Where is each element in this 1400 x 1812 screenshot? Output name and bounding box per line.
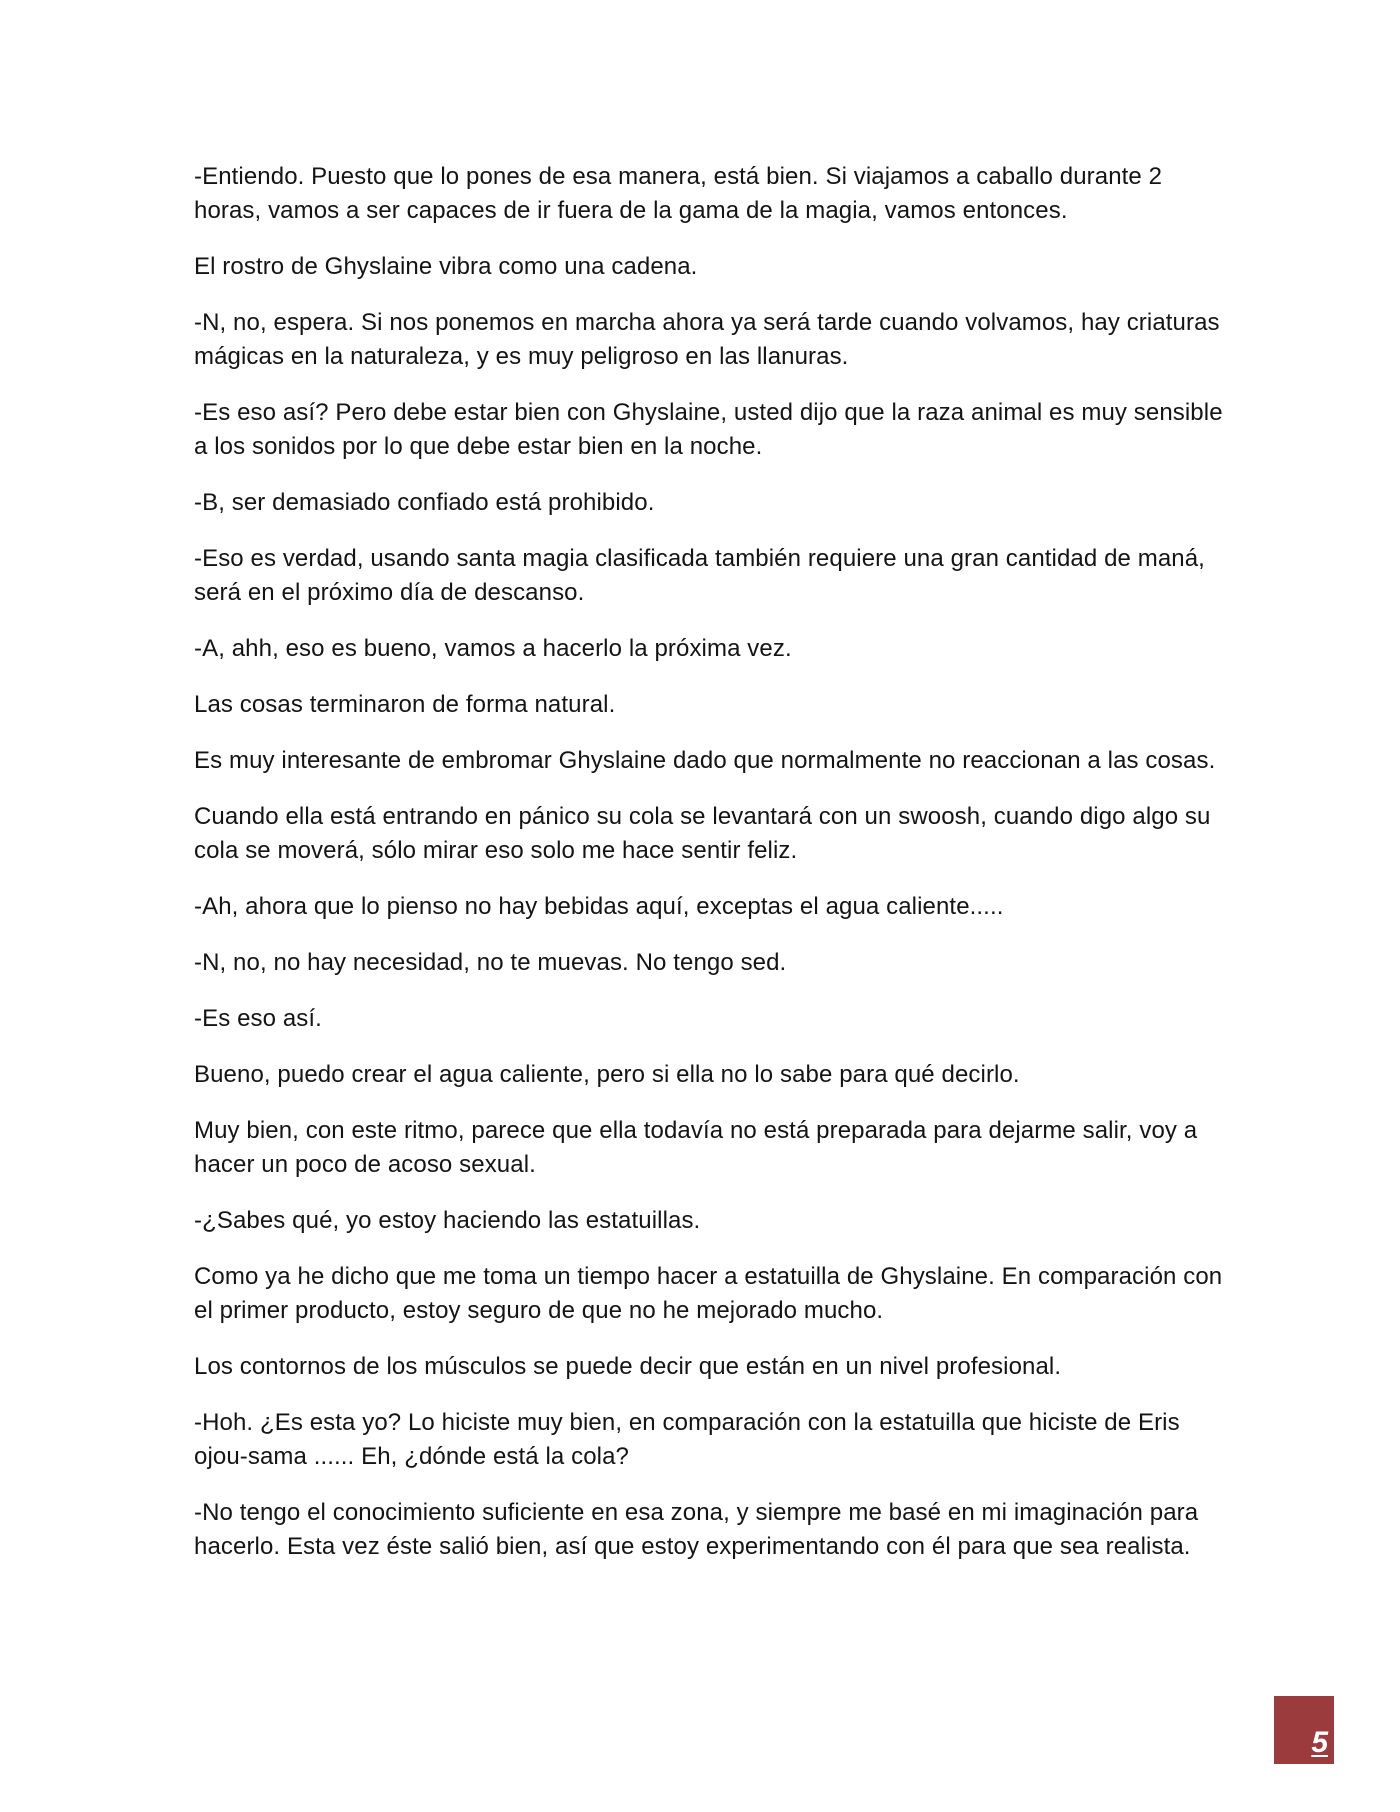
paragraph-20: -No tengo el conocimiento suficiente en esa zona, y siempre me basé en mi imaginación para hacerlo. Esta vez éste salió bien, así que estoy experimentando con él para que sea realista. — [194, 1499, 1199, 1560]
paragraph-7: -A, ahh, eso es bueno, vamos a hacerlo la próxima vez. — [194, 635, 792, 662]
paragraph-18: Los contornos de los músculos se puede decir que están en un nivel profesional. — [194, 1353, 1062, 1380]
page-number-badge — [1274, 1696, 1334, 1764]
paragraph-19: -Hoh. ¿Es esta yo? Lo hiciste muy bien, en comparación con la estatuilla que hiciste de Eris ojou-sama ...... Eh, ¿dónde está la cola? — [194, 1409, 1180, 1470]
paragraph-15: Muy bien, con este ritmo, parece que ella todavía no está preparada para dejarme salir, voy a hacer un poco de acoso sexual. — [194, 1117, 1198, 1178]
paragraph-9: Es muy interesante de embromar Ghyslaine dado que normalmente no reaccionan a las cosas. — [194, 747, 1216, 774]
paragraph-1: -Entiendo. Puesto que lo pones de esa manera, está bien. Si viajamos a caballo durante 2 horas, vamos a ser capaces de ir fuera de la gama de la magia, vamos entonces. — [194, 163, 1163, 224]
paragraph-17: Como ya he dicho que me toma un tiempo hacer a estatuilla de Ghyslaine. En comparación con el primer producto, estoy seguro de que no he mejorado mucho. — [194, 1263, 1223, 1324]
paragraph-12: -N, no, no hay necesidad, no te muevas. No tengo sed. — [194, 949, 787, 976]
paragraph-3: -N, no, espera. Si nos ponemos en marcha ahora ya será tarde cuando volvamos, hay criaturas mágicas en la naturaleza, y es muy peligroso en las llanuras. — [194, 309, 1220, 370]
paragraph-13: -Es eso así. — [194, 1005, 322, 1032]
page-number: 5 — [1311, 1726, 1328, 1759]
paragraph-11: -Ah, ahora que lo pienso no hay bebidas aquí, exceptas el agua caliente..... — [194, 893, 1004, 920]
paragraph-4: -Es eso así? Pero debe estar bien con Ghyslaine, usted dijo que la raza animal es muy sensible a los sonidos por lo que debe estar bien en la noche. — [194, 399, 1223, 460]
paragraph-10: Cuando ella está entrando en pánico su cola se levantará con un swoosh, cuando digo algo su cola se moverá, sólo mirar eso solo me hace sentir feliz. — [194, 803, 1211, 864]
paragraph-6: -Eso es verdad, usando santa magia clasificada también requiere una gran cantidad de maná, será en el próximo día de descanso. — [194, 545, 1205, 606]
paragraph-16: -¿Sabes qué, yo estoy haciendo las estatuillas. — [194, 1207, 701, 1234]
paragraph-2: El rostro de Ghyslaine vibra como una cadena. — [194, 253, 698, 280]
paragraph-14: Bueno, puedo crear el agua caliente, pero si ella no lo sabe para qué decirlo. — [194, 1061, 1020, 1088]
paragraph-5: -B, ser demasiado confiado está prohibido. — [194, 489, 655, 516]
paragraph-8: Las cosas terminaron de forma natural. — [194, 691, 616, 718]
document-body — [194, 160, 1224, 1586]
